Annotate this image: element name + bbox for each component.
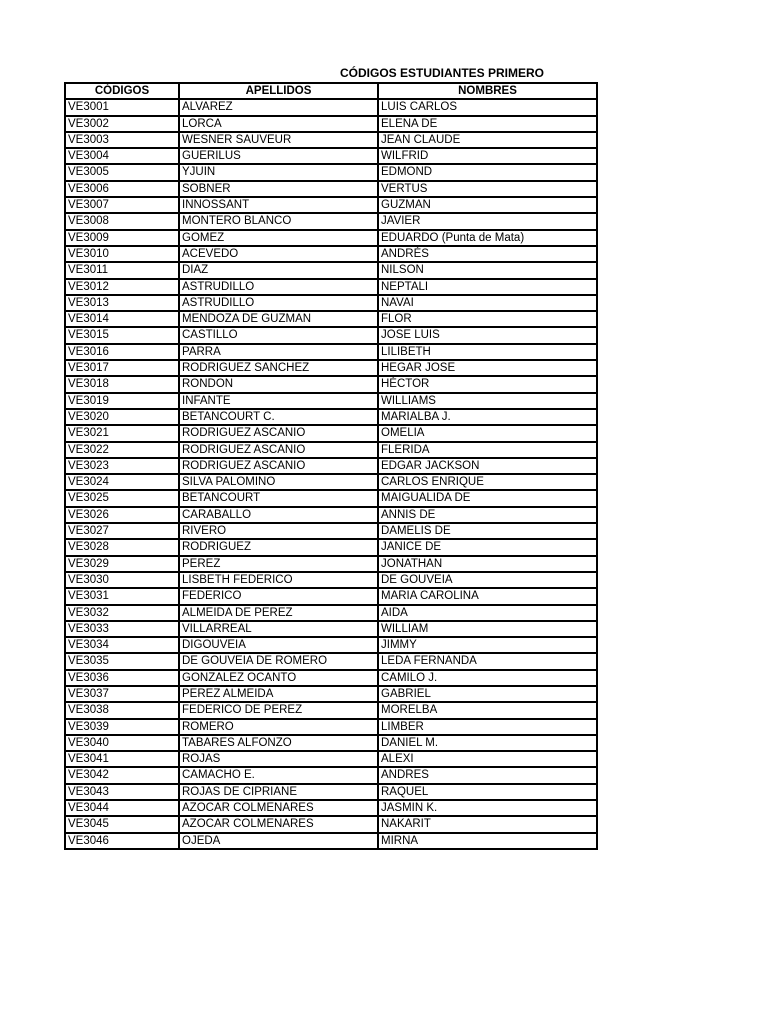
code-cell: VE3013 [65, 295, 179, 311]
surname-cell: ALMEIDA DE PEREZ [179, 605, 378, 621]
given-name-cell: JONATHAN [378, 556, 597, 572]
surname-cell: INFANTE [179, 393, 378, 409]
surname-cell: BETANCOURT C. [179, 409, 378, 425]
code-cell: VE3040 [65, 735, 179, 751]
code-cell: VE3020 [65, 409, 179, 425]
code-cell: VE3001 [65, 99, 179, 115]
surname-cell: INNOSSANT [179, 197, 378, 213]
code-cell: VE3012 [65, 279, 179, 295]
given-name-cell: JEAN CLAUDE [378, 132, 597, 148]
table-row [65, 767, 597, 783]
code-cell: VE3044 [65, 800, 179, 816]
code-cell: VE3033 [65, 621, 179, 637]
table-row [65, 621, 597, 637]
given-name-cell: RAQUEL [378, 784, 597, 800]
table-row [65, 653, 597, 669]
given-name-cell: LUIS CARLOS [378, 99, 597, 115]
table-row [65, 393, 597, 409]
given-name-cell: NAVAI [378, 295, 597, 311]
table-row [65, 116, 597, 132]
code-cell: VE3043 [65, 784, 179, 800]
surname-cell: DIAZ [179, 262, 378, 278]
surname-cell: DIGOUVEIA [179, 637, 378, 653]
given-name-cell: JANICE DE [378, 539, 597, 555]
table-row [65, 295, 597, 311]
table-row [65, 474, 597, 490]
code-cell: VE3027 [65, 523, 179, 539]
table-row [65, 507, 597, 523]
given-name-cell: WILLIAM [378, 621, 597, 637]
given-name-cell: NAKARIT [378, 816, 597, 832]
surname-cell: ASTRUDILLO [179, 279, 378, 295]
code-cell: VE3021 [65, 425, 179, 441]
given-name-cell: MARIALBA J. [378, 409, 597, 425]
table-row [65, 409, 597, 425]
code-cell: VE3017 [65, 360, 179, 376]
code-cell: VE3036 [65, 670, 179, 686]
table-row [65, 523, 597, 539]
code-cell: VE3010 [65, 246, 179, 262]
given-name-cell: MIRNA [378, 833, 597, 849]
table-row [65, 751, 597, 767]
surname-cell: CAMACHO E. [179, 767, 378, 783]
surname-cell: ALVAREZ [179, 99, 378, 115]
document-title: CÓDIGOS ESTUDIANTES PRIMERO [340, 66, 545, 80]
table-row [65, 670, 597, 686]
table-body [65, 99, 597, 849]
code-cell: VE3004 [65, 148, 179, 164]
surname-cell: RODRIGUEZ SANCHEZ [179, 360, 378, 376]
surname-cell: FEDERICO [179, 588, 378, 604]
code-cell: VE3015 [65, 327, 179, 343]
given-name-cell: NILSON [378, 262, 597, 278]
code-cell: VE3008 [65, 213, 179, 229]
code-cell: VE3031 [65, 588, 179, 604]
given-name-cell: WILLIAMS [378, 393, 597, 409]
code-cell: VE3046 [65, 833, 179, 849]
given-name-cell: MARIA CAROLINA [378, 588, 597, 604]
given-name-cell: WILFRID [378, 148, 597, 164]
surname-cell: DE GOUVEIA DE ROMERO [179, 653, 378, 669]
surname-cell: PEREZ [179, 556, 378, 572]
given-name-cell: GABRIEL [378, 686, 597, 702]
given-name-cell: DAMELIS DE [378, 523, 597, 539]
table-row [65, 784, 597, 800]
surname-cell: TABARES ALFONZO [179, 735, 378, 751]
surname-cell: AZOCAR COLMENARES [179, 816, 378, 832]
given-name-cell: MAIGUALIDA DE [378, 490, 597, 506]
code-cell: VE3029 [65, 556, 179, 572]
given-name-cell: MORELBA [378, 702, 597, 718]
code-cell: VE3034 [65, 637, 179, 653]
given-name-cell: LILIBETH [378, 344, 597, 360]
table-row [65, 197, 597, 213]
surname-cell: GUERILUS [179, 148, 378, 164]
table-row [65, 376, 597, 392]
table-row [65, 311, 597, 327]
code-cell: VE3016 [65, 344, 179, 360]
table-row [65, 279, 597, 295]
code-cell: VE3018 [65, 376, 179, 392]
table-row [65, 490, 597, 506]
code-cell: VE3037 [65, 686, 179, 702]
surname-cell: GONZALEZ OCANTO [179, 670, 378, 686]
surname-cell: ROMERO [179, 719, 378, 735]
surname-cell: FEDERICO DE PEREZ [179, 702, 378, 718]
code-cell: VE3035 [65, 653, 179, 669]
given-name-cell: HÉCTOR [378, 376, 597, 392]
code-cell: VE3038 [65, 702, 179, 718]
surname-cell: RODRIGUEZ [179, 539, 378, 555]
table-row [65, 800, 597, 816]
table-row [65, 132, 597, 148]
code-cell: VE3045 [65, 816, 179, 832]
code-cell: VE3006 [65, 181, 179, 197]
surname-cell: RIVERO [179, 523, 378, 539]
table-row [65, 572, 597, 588]
surname-cell: RODRIGUEZ ASCANIO [179, 425, 378, 441]
given-name-cell: EDMOND [378, 164, 597, 180]
surname-cell: PEREZ ALMEIDA [179, 686, 378, 702]
table-row [65, 637, 597, 653]
given-name-cell: CARLOS ENRIQUE [378, 474, 597, 490]
given-name-cell: FLOR [378, 311, 597, 327]
code-cell: VE3011 [65, 262, 179, 278]
code-cell: VE3024 [65, 474, 179, 490]
surname-cell: MENDOZA DE GUZMAN [179, 311, 378, 327]
surname-cell: SILVA PALOMINO [179, 474, 378, 490]
header-apellidos: APELLIDOS [179, 83, 378, 99]
given-name-cell: ANDRES [378, 767, 597, 783]
table-row [65, 99, 597, 115]
surname-cell: YJUIN [179, 164, 378, 180]
surname-cell: CASTILLO [179, 327, 378, 343]
code-cell: VE3032 [65, 605, 179, 621]
given-name-cell: FLERIDA [378, 442, 597, 458]
code-cell: VE3019 [65, 393, 179, 409]
table-row [65, 442, 597, 458]
code-cell: VE3014 [65, 311, 179, 327]
given-name-cell: JAVIER [378, 213, 597, 229]
given-name-cell: GUZMAN [378, 197, 597, 213]
surname-cell: AZOCAR COLMENARES [179, 800, 378, 816]
table-row [65, 213, 597, 229]
surname-cell: VILLARREAL [179, 621, 378, 637]
code-cell: VE3042 [65, 767, 179, 783]
given-name-cell: NEPTALI [378, 279, 597, 295]
surname-cell: CARABALLO [179, 507, 378, 523]
surname-cell: ROJAS DE CIPRIANE [179, 784, 378, 800]
table-row [65, 148, 597, 164]
given-name-cell: LIMBER [378, 719, 597, 735]
code-cell: VE3002 [65, 116, 179, 132]
given-name-cell: VERTUS [378, 181, 597, 197]
surname-cell: ACEVEDO [179, 246, 378, 262]
table-row [65, 605, 597, 621]
given-name-cell: ANNIS DE [378, 507, 597, 523]
surname-cell: LISBETH FEDERICO [179, 572, 378, 588]
surname-cell: LORCA [179, 116, 378, 132]
surname-cell: GOMEZ [179, 230, 378, 246]
surname-cell: PARRA [179, 344, 378, 360]
code-cell: VE3003 [65, 132, 179, 148]
code-cell: VE3030 [65, 572, 179, 588]
surname-cell: ROJAS [179, 751, 378, 767]
given-name-cell: JIMMY [378, 637, 597, 653]
surname-cell: RODRIGUEZ ASCANIO [179, 458, 378, 474]
table-header-row [65, 83, 597, 99]
table-row [65, 539, 597, 555]
code-cell: VE3009 [65, 230, 179, 246]
code-cell: VE3028 [65, 539, 179, 555]
given-name-cell: DANIEL M. [378, 735, 597, 751]
student-codes-table [64, 82, 598, 850]
given-name-cell: JASMIN K. [378, 800, 597, 816]
table-row [65, 360, 597, 376]
surname-cell: OJEDA [179, 833, 378, 849]
code-cell: VE3023 [65, 458, 179, 474]
surname-cell: RODRIGUEZ ASCANIO [179, 442, 378, 458]
table-row [65, 230, 597, 246]
table-row [65, 164, 597, 180]
code-cell: VE3005 [65, 164, 179, 180]
surname-cell: SOBNER [179, 181, 378, 197]
surname-cell: BETANCOURT [179, 490, 378, 506]
table-row [65, 181, 597, 197]
given-name-cell: LEDA FERNANDA [378, 653, 597, 669]
table-row [65, 719, 597, 735]
code-cell: VE3039 [65, 719, 179, 735]
surname-cell: ASTRUDILLO [179, 295, 378, 311]
given-name-cell: CAMILO J. [378, 670, 597, 686]
code-cell: VE3041 [65, 751, 179, 767]
given-name-cell: DE GOUVEIA [378, 572, 597, 588]
table-row [65, 262, 597, 278]
code-cell: VE3007 [65, 197, 179, 213]
given-name-cell: HEGAR JOSE [378, 360, 597, 376]
table-row [65, 556, 597, 572]
table-row [65, 735, 597, 751]
table-row [65, 588, 597, 604]
given-name-cell: EDUARDO (Punta de Mata) [378, 230, 597, 246]
table-row [65, 816, 597, 832]
table-row [65, 458, 597, 474]
code-cell: VE3026 [65, 507, 179, 523]
table-row [65, 425, 597, 441]
table-row [65, 344, 597, 360]
surname-cell: RONDON [179, 376, 378, 392]
header-nombres: NOMBRES [378, 83, 597, 99]
given-name-cell: ANDRÉS [378, 246, 597, 262]
table-row [65, 702, 597, 718]
table-row [65, 686, 597, 702]
surname-cell: MONTERO BLANCO [179, 213, 378, 229]
given-name-cell: ALEXI [378, 751, 597, 767]
given-name-cell: JOSE LUIS [378, 327, 597, 343]
code-cell: VE3022 [65, 442, 179, 458]
given-name-cell: OMELIA [378, 425, 597, 441]
given-name-cell: ELENA DE [378, 116, 597, 132]
given-name-cell: EDGAR JACKSON [378, 458, 597, 474]
table-row [65, 327, 597, 343]
code-cell: VE3025 [65, 490, 179, 506]
table-row [65, 246, 597, 262]
header-codigos: CÓDIGOS [65, 83, 179, 99]
given-name-cell: AIDA [378, 605, 597, 621]
surname-cell: WESNER SAUVEUR [179, 132, 378, 148]
table-row [65, 833, 597, 849]
